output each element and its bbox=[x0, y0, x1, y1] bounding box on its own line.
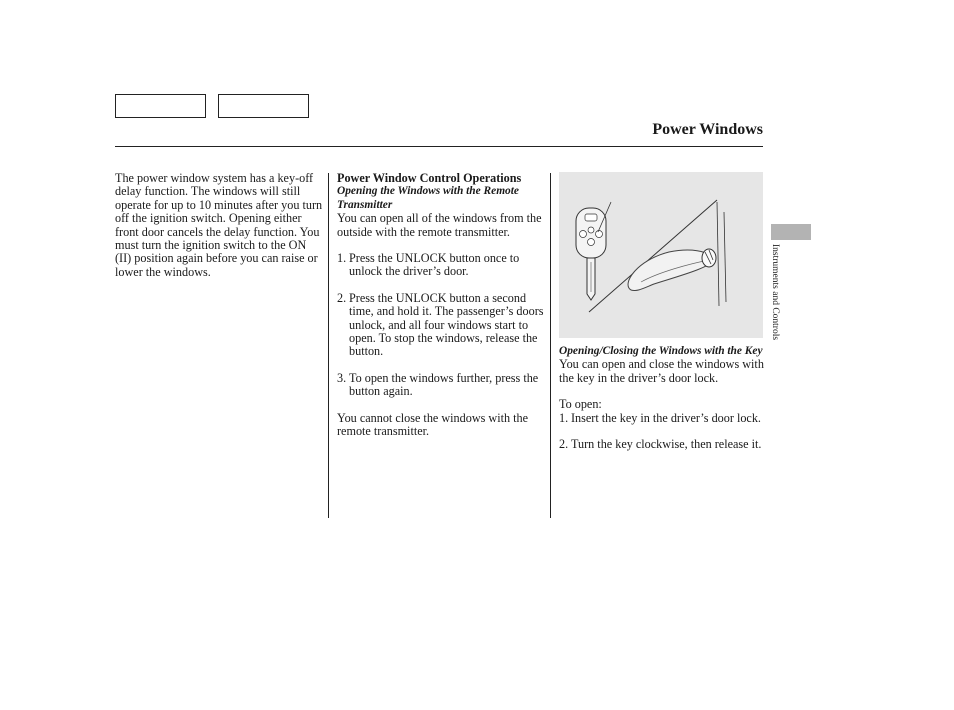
column-divider bbox=[550, 173, 551, 518]
list-text: To open the windows further, press the button again. bbox=[349, 370, 539, 399]
key-illustration bbox=[559, 172, 763, 338]
section-heading: Power Window Control Operations bbox=[337, 171, 522, 185]
list-number: 1. bbox=[559, 410, 569, 425]
list-number: 3. bbox=[337, 370, 347, 385]
list-item bbox=[337, 372, 545, 399]
list-text: Press the UNLOCK button a second time, and hold it. The passenger’s doors unlock, and all four windows start to open. To stop the windows, release the button. bbox=[349, 290, 544, 359]
section-subheading: Opening the Windows with the Remote Transmitter bbox=[337, 185, 519, 211]
list-text: Insert the key in the driver’s door lock. bbox=[571, 410, 761, 425]
list-number: 2. bbox=[337, 290, 347, 305]
list-text: Turn the key clockwise, then release it. bbox=[571, 437, 762, 452]
list-item bbox=[337, 252, 545, 279]
contents-button[interactable] bbox=[115, 94, 206, 118]
column-divider bbox=[328, 173, 329, 518]
list-number: 2. bbox=[559, 437, 569, 452]
page-title: Power Windows bbox=[652, 121, 763, 138]
column-3 bbox=[559, 345, 765, 451]
section-label: Instruments and Controls bbox=[770, 244, 780, 341]
intro-paragraph: You can open all of the windows from the outside with the remote transmitter. bbox=[337, 211, 542, 239]
list-text: Press the UNLOCK button once to unlock the driver’s door. bbox=[349, 251, 520, 279]
list-item bbox=[559, 412, 765, 425]
key-in-door-lock-icon bbox=[559, 172, 763, 338]
to-open-label: To open: bbox=[559, 397, 602, 412]
list-number: 1. bbox=[337, 251, 347, 266]
header-divider bbox=[115, 146, 763, 147]
delay-function-paragraph: The power window system has a key-off delay function. The windows will still operate for up to 10 minutes after you turn off the ignition switch. Opening either front door cancels the delay function. You must turn the ignition switch to the ON (II) position again before you can raise or lower the windows. bbox=[115, 171, 323, 279]
section-subheading: Opening/Closing the Windows with the Key bbox=[559, 345, 763, 357]
list-item bbox=[559, 438, 765, 451]
index-button[interactable] bbox=[218, 94, 309, 118]
intro-paragraph: You can open and close the windows with the key in the driver’s door lock. bbox=[559, 357, 764, 385]
section-tab[interactable] bbox=[771, 224, 811, 240]
list-item bbox=[337, 292, 545, 359]
note-paragraph: You cannot close the windows with the remote transmitter. bbox=[337, 410, 529, 439]
column-2 bbox=[337, 172, 545, 439]
column-1 bbox=[115, 172, 323, 279]
